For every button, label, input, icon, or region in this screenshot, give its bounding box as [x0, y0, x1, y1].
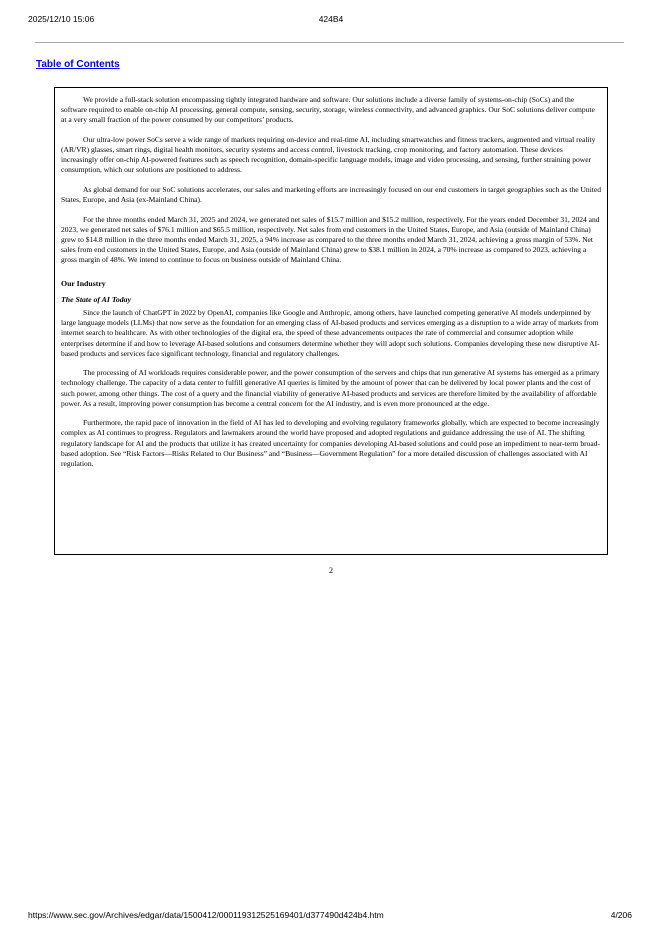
document-content-box — [54, 87, 608, 555]
industry-paragraph-1: Since the launch of ChatGPT in 2022 by OpenAI, companies like Google and Anthropic, among others, have launched competing generative AI models underpinned by large language models (LLMs) that now serve as the foundation for an emerging class of AI-based products and services emerging as a disruption to a wide array of markets from internet search to healthcare. As with other technologies of the digital era, the speed of these advancements outpaces the rate of commercial and consumer adoption while enterprises determine if and how to leverage AI-based solutions and consumers determine whether they will adopt such solutions. Companies developing these new disruptive AI-based products and services face significant technology, financial and regulatory challenges. — [61, 308, 600, 358]
industry-paragraph-3: Furthermore, the rapid pace of innovation in the field of AI has led to developing and evolving regulatory frameworks globally, which are expected to become increasingly complex as AI continues to progress. Regulators and lawmakers around the world have proposed and adopted regulations and guidance addressing the use of AI. The shifting regulatory landscape for AI and the products that utilize it has created uncertainty for companies developing AI-based solutions and could pose an impediment to near-term broad-based adoption. See “Risk Factors—Risks Related to Our Business” and “Business—Government Regulation” for a more detailed discussion of challenges associated with AI regulation. — [61, 418, 601, 468]
page-number: 2 — [329, 566, 333, 575]
intro-paragraph-3: As global demand for our SoC solutions accelerates, our sales and marketing efforts are increasingly focused on our end customers in target geographies such as the United States, Europe, and Asia (ex-Mainland China). — [61, 184, 602, 204]
print-footer — [0, 910, 662, 922]
intro-paragraph-1: We provide a full-stack solution encompassing tightly integrated hardware and software. Our solutions include a diverse family of systems-on-chip (SoCs) and the software required to enable on-chip AI processing, general compute, sensing, security, storage, wireless connectivity, and advanced graphics. Our SoC solutions deliver compute at a very small fraction of the power consumed by our competitors’ products. — [61, 95, 595, 125]
print-header — [0, 14, 662, 26]
industry-paragraph-2: The processing of AI workloads requires considerable power, and the power consumption of the servers and chips that run generative AI systems has emerged as a primary technology challenge. The capacity of a data center to fulfill generative AI queries is limited by the amount of power that can be delivered by local power plants and the cost of such power, among other things. The cost of a query and the financial viability of generative AI-based products and services are therefore limited by the availability of affordable power. As a result, improving power consumption has become a central concern for the AI industry, and is even more pronounced at the edge. — [61, 368, 600, 408]
print-datetime: 2025/12/10 15:06 — [28, 14, 95, 24]
header-divider — [35, 42, 624, 43]
section-heading: Our Industry — [61, 279, 106, 289]
print-page-count: 4/206 — [610, 910, 632, 920]
table-of-contents-link[interactable]: Table of Contents — [36, 59, 120, 70]
print-doc-id: 424B4 — [318, 14, 344, 24]
print-url: https://www.sec.gov/Archives/edgar/data/1500412/000119312525169401/d377490d424b4.htm — [28, 910, 384, 920]
subsection-heading: The State of AI Today — [61, 295, 132, 305]
intro-paragraph-2: Our ultra-low power SoCs serve a wide range of markets requiring on-device and real-time AI, including smartwatches and fitness trackers, augmented and virtual reality (AR/VR) glasses, smart rings, digital health monitors, security systems and access control, livestock tracking, crop monitoring, and factory automation. These devices increasingly offer on-chip AI-powered features such as speech recognition, domain-specific language models, image and video processing, and sensing, further straining power consumption, which our solutions are positioned to address. — [61, 134, 596, 175]
intro-paragraph-4: For the three months ended March 31, 2025 and 2024, we generated net sales of $15.7 million and $15.2 million, respectively. For the years ended December 31, 2024 and 2023, we generated net sales of $76.1 million and $65.5 million, respectively. Net sales from end customers in the United States, Europe, and Asia (outside of Mainland China) grew to $14.8 million in the three months ended March 31, 2025, a 94% increase as compared to the three months ended March 31, 2024, achieving a gross margin of 53%. Net sales from end customers in the United States, Europe, and Asia (outside of Mainland China) grew to $38.1 million in 2024, a 70% increase as compared to 2023, achieving a gross margin of 48%. We intend to continue to focus on business outside of Mainland China. — [61, 214, 600, 264]
